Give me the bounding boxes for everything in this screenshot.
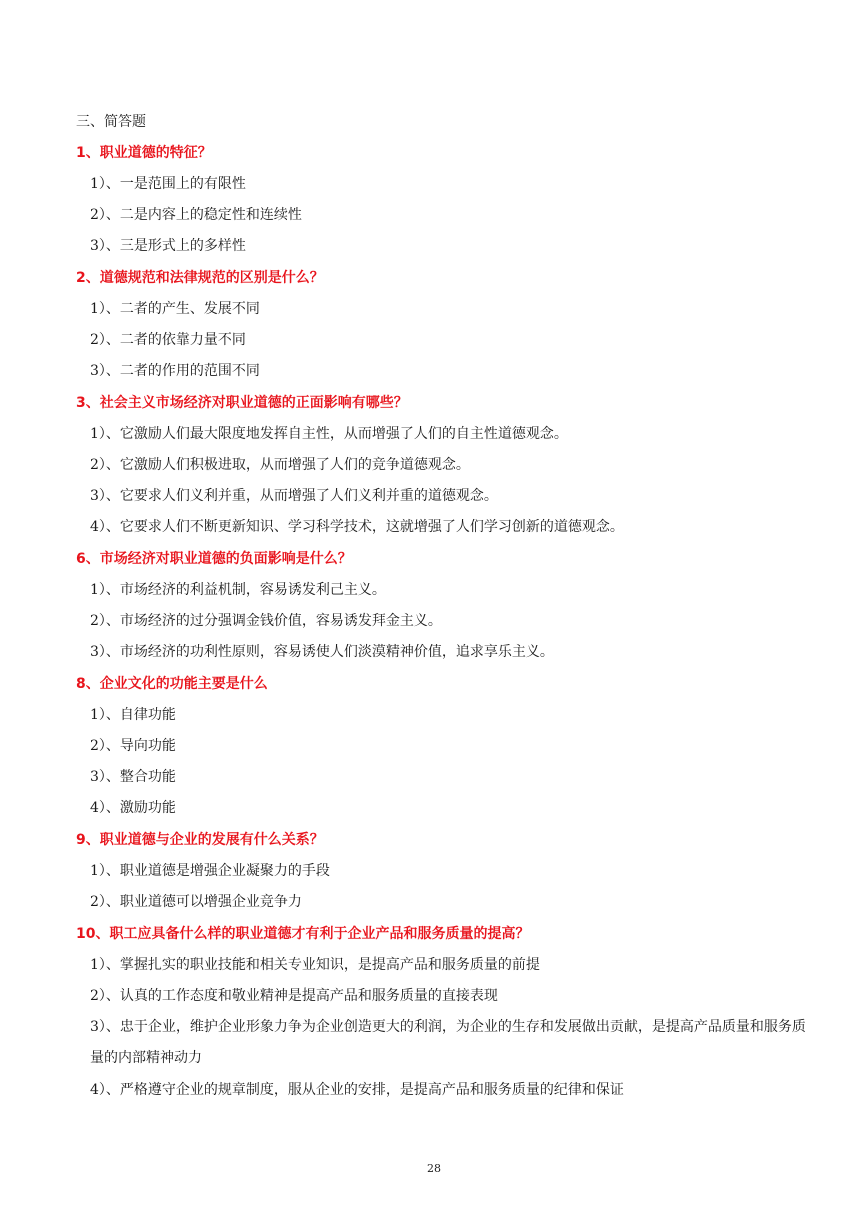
answer-item: 1）、二者的产生、发展不同 — [90, 301, 260, 317]
page-number: 28 — [427, 1162, 441, 1175]
question-2-title: 2、道德规范和法律规范的区别是什么？ — [76, 270, 324, 286]
answer-item: 4）、激励功能 — [90, 800, 176, 816]
answer-item: 3）、三是形式上的多样性 — [90, 238, 246, 254]
answer-item: 4）、它要求人们不断更新知识、学习科学技术，这就增强了人们学习创新的道德观念。 — [90, 519, 624, 535]
answer-item: 2）、职业道德可以增强企业竞争力 — [90, 894, 302, 910]
answer-item: 3）、它要求人们义利并重，从而增强了人们义利并重的道德观念。 — [90, 488, 498, 504]
answer-item: 3）、市场经济的功利性原则，容易诱使人们淡漠精神价值，追求享乐主义。 — [90, 644, 554, 660]
answer-item: 1）、自律功能 — [90, 707, 176, 723]
answer-item: 3）、二者的作用的范围不同 — [90, 363, 260, 379]
answer-item: 1）、市场经济的利益机制，容易诱发利己主义。 — [90, 582, 386, 598]
section-title: 三、简答题 — [76, 114, 146, 130]
answer-item-multiline: 3）、忠于企业，维护企业形象力争为企业创造更大的利润，为企业的生存和发展做出贡献，是提高产品质量和服务质量的内部精神动力 — [90, 1019, 806, 1066]
answer-item: 2）、二是内容上的稳定性和连续性 — [90, 207, 302, 223]
answer-item: 2）、市场经济的过分强调金钱价值，容易诱发拜金主义。 — [90, 613, 442, 629]
answer-item: 2）、认真的工作态度和敬业精神是提高产品和服务质量的直接表现 — [90, 988, 498, 1004]
question-6-title: 6、市场经济对职业道德的负面影响是什么？ — [76, 551, 352, 567]
answer-item: 2）、二者的依靠力量不同 — [90, 332, 246, 348]
answer-item: 1）、职业道德是增强企业凝聚力的手段 — [90, 863, 330, 879]
question-1-title: 1、职业道德的特征？ — [76, 145, 212, 161]
answer-item: 1）、掌握扎实的职业技能和相关专业知识，是提高产品和服务质量的前提 — [90, 957, 540, 973]
question-8-title: 8、企业文化的功能主要是什么 — [76, 676, 268, 692]
answer-item: 2）、它激励人们积极进取，从而增强了人们的竞争道德观念。 — [90, 457, 470, 473]
question-9-title: 9、职业道德与企业的发展有什么关系？ — [76, 832, 324, 848]
answer-item: 2）、导向功能 — [90, 738, 176, 754]
answer-item: 4）、严格遵守企业的规章制度，服从企业的安排，是提高产品和服务质量的纪律和保证 — [90, 1082, 624, 1098]
question-3-title: 3、社会主义市场经济对职业道德的正面影响有哪些？ — [76, 395, 408, 411]
answer-item: 3）、整合功能 — [90, 769, 176, 785]
answer-item: 1）、它激励人们最大限度地发挥自主性，从而增强了人们的自主性道德观念。 — [90, 426, 568, 442]
question-10-title: 10、职工应具备什么样的职业道德才有利于企业产品和服务质量的提高？ — [76, 926, 530, 942]
answer-item: 1）、一是范围上的有限性 — [90, 176, 246, 192]
